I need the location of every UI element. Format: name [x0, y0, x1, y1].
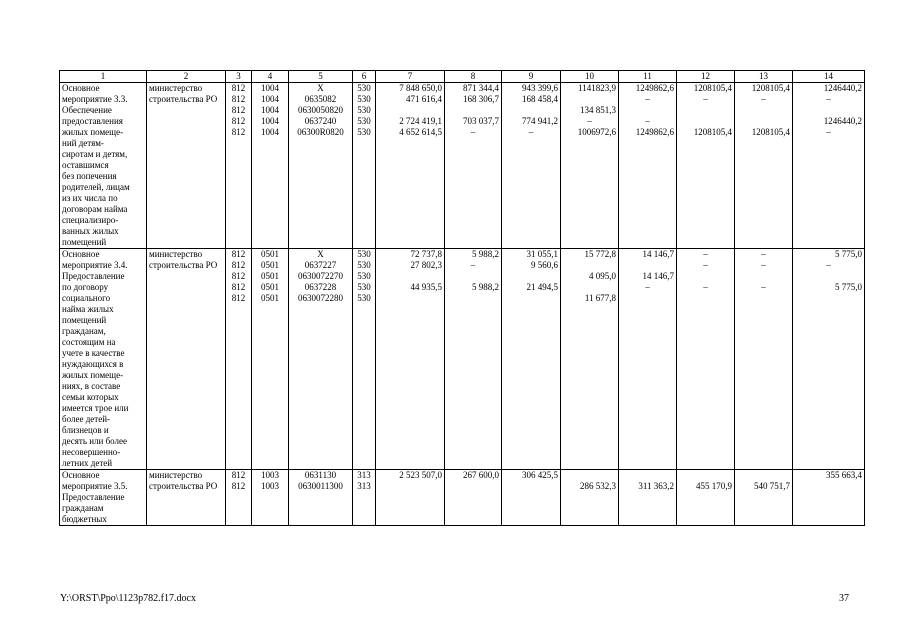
header-cell: 7 [376, 71, 445, 83]
amount-value [795, 293, 862, 304]
section-code-cell [252, 83, 289, 249]
header-cell: 12 [677, 71, 735, 83]
grbs-code: 812 [231, 94, 246, 104]
amount-cell [677, 83, 735, 249]
expense-type-code-cell [353, 470, 376, 526]
amount-value: 168 458,4 [522, 94, 558, 104]
amount-value [795, 481, 862, 492]
amount-value [737, 470, 790, 481]
amount-value: – [703, 282, 708, 292]
header-cell: 4 [252, 71, 289, 83]
amount-value: – [703, 94, 708, 104]
responsible-executor [147, 249, 226, 470]
amount-cell [561, 249, 619, 470]
amount-value [378, 271, 442, 282]
amount-value: – [470, 260, 476, 270]
header-cell: 2 [147, 71, 226, 83]
target-article-code-cell [289, 83, 353, 249]
responsible-executor [147, 83, 226, 249]
amount-value: 7 848 650,0 [399, 83, 442, 93]
amount-value [563, 260, 616, 271]
description-line: гражданам, [62, 326, 106, 336]
amount-value: 9 560,6 [531, 260, 558, 270]
amount-value [447, 293, 499, 304]
amount-cell [619, 470, 677, 526]
amount-cell [502, 470, 561, 526]
description-line: десять или более [62, 436, 128, 446]
amount-value: – [826, 260, 831, 270]
executor-line: строительства РО [149, 94, 218, 104]
amount-value: 1006972,6 [577, 127, 616, 137]
amount-value: – [703, 249, 708, 259]
amount-value: 27 802,3 [410, 260, 442, 270]
header-cell: 9 [502, 71, 561, 83]
description-line: Основное [62, 83, 100, 93]
executor-line: строительства РО [149, 260, 218, 270]
description-line: бюджетных [62, 514, 107, 524]
description-line: ниях, в составе [62, 381, 121, 391]
target-article-code: 0630072270 [298, 271, 343, 281]
amount-value: – [826, 94, 831, 104]
amount-value [504, 271, 558, 282]
description-line: мероприятие 3.5. [62, 481, 128, 491]
target-article-code-cell [289, 470, 353, 526]
amount-cell [376, 470, 445, 526]
header-cell: 3 [226, 71, 252, 83]
amount-value [679, 293, 732, 304]
grbs-code: 812 [231, 470, 246, 480]
amount-value: 1249862,6 [635, 127, 674, 137]
amount-value: 455 170,9 [696, 481, 732, 491]
target-article-code: X [317, 83, 324, 93]
section-code-cell [252, 470, 289, 526]
amount-value [504, 481, 558, 492]
description-line: найма жилых [62, 304, 114, 314]
section-code: 1004 [261, 94, 279, 104]
activity-description [60, 249, 147, 470]
amount-value: 471 616,4 [406, 94, 442, 104]
description-line: Предоставление [62, 492, 125, 502]
description-line: жилых помеще- [62, 370, 124, 380]
executor-line: министерство [149, 470, 203, 480]
description-line: сиротам и детям, [62, 149, 128, 159]
expense-type-code-cell [353, 249, 376, 470]
header-cell: 5 [289, 71, 353, 83]
description-line: Обеспечение [62, 105, 112, 115]
amount-value: – [761, 249, 766, 259]
amount-cell [793, 83, 865, 249]
amount-value: 5 775,0 [835, 249, 862, 259]
expense-type-code: 530 [357, 271, 371, 281]
section-code: 0501 [261, 249, 279, 259]
section-code: 0501 [261, 271, 279, 281]
amount-cell [445, 470, 502, 526]
amount-cell [445, 249, 502, 470]
amount-value [737, 116, 790, 127]
amount-value: 1208105,4 [693, 127, 732, 137]
grbs-code: 812 [231, 282, 246, 292]
description-line: помещений [62, 315, 107, 325]
amount-value [504, 293, 558, 304]
target-article-code: 0637227 [304, 260, 337, 270]
description-line: предоставления [62, 116, 123, 126]
grbs-code-cell [226, 249, 252, 470]
amount-cell [376, 249, 445, 470]
amount-value [679, 271, 732, 282]
description-line: семьи которых [62, 392, 119, 402]
amount-value: 72 737,8 [410, 249, 442, 259]
section-code: 1004 [261, 116, 279, 126]
description-line: учете в качестве [62, 348, 125, 358]
expense-type-code: 530 [357, 282, 371, 292]
description-line: родителей, лицам [62, 182, 130, 192]
amount-value [621, 105, 674, 116]
amount-value: 4 652 614,5 [399, 127, 442, 137]
description-line: мероприятие 3.4. [62, 260, 128, 270]
target-article-code: 0631130 [304, 470, 337, 480]
amount-value: – [528, 127, 534, 137]
amount-value [795, 271, 862, 282]
description-line: состоящим на [62, 337, 116, 347]
amount-value: – [470, 127, 476, 137]
amount-value: 15 772,8 [584, 249, 616, 259]
amount-cell [445, 83, 502, 249]
amount-value [378, 293, 442, 304]
grbs-code: 812 [231, 481, 246, 491]
amount-value: – [587, 116, 592, 126]
amount-value [679, 105, 732, 116]
grbs-code: 812 [231, 249, 246, 259]
amount-cell [561, 470, 619, 526]
amount-value: 871 344,4 [463, 83, 499, 93]
amount-value [563, 94, 616, 105]
expense-type-code-cell [353, 83, 376, 249]
amount-value [563, 470, 616, 481]
amount-value: 14 146,7 [642, 271, 674, 281]
target-article-code: 0637228 [304, 282, 337, 292]
amount-value: 943 399,6 [522, 83, 558, 93]
description-line: нуждающихся в [62, 359, 124, 369]
amount-value: 1249862,6 [635, 83, 674, 93]
amount-value [504, 105, 558, 116]
description-line: специализиро- [62, 215, 119, 225]
amount-value [563, 282, 616, 293]
table-row [60, 249, 865, 470]
grbs-code: 812 [231, 293, 246, 303]
executor-line: министерство [149, 83, 203, 93]
description-line: летних детей [62, 458, 113, 468]
amount-cell [735, 249, 793, 470]
amount-value: 703 037,7 [463, 116, 499, 126]
amount-value: – [826, 127, 831, 137]
description-line: ванных жилых [62, 226, 119, 236]
description-line: Основное [62, 470, 100, 480]
grbs-code: 812 [231, 83, 246, 93]
amount-value: – [703, 260, 708, 270]
amount-cell [561, 83, 619, 249]
amount-value [378, 481, 442, 492]
budget-table [59, 70, 865, 526]
amount-cell [677, 249, 735, 470]
expense-type-code: 530 [357, 127, 371, 137]
header-cell: 6 [353, 71, 376, 83]
expense-type-code: 313 [357, 470, 371, 480]
expense-type-code: 530 [357, 105, 371, 115]
amount-value: 774 941,2 [522, 116, 558, 126]
target-article-code-cell [289, 249, 353, 470]
amount-value: 11 677,8 [584, 293, 616, 303]
grbs-code: 812 [231, 260, 246, 270]
header-cell: 11 [619, 71, 677, 83]
grbs-code: 812 [231, 105, 246, 115]
target-article-code: 0630011300 [298, 481, 343, 491]
description-line: близнецов и [62, 425, 109, 435]
amount-cell [619, 249, 677, 470]
amount-value [447, 271, 499, 282]
amount-cell [619, 83, 677, 249]
amount-value [378, 105, 442, 116]
target-article-code: 0635082 [304, 94, 337, 104]
description-line: мероприятие 3.3. [62, 94, 128, 104]
amount-value [679, 116, 732, 127]
amount-value: 1208105,4 [751, 127, 790, 137]
amount-cell [735, 470, 793, 526]
amount-value: 21 494,5 [526, 282, 558, 292]
activity-description [60, 470, 147, 526]
amount-value: – [645, 94, 650, 104]
description-line: помещений [62, 237, 107, 247]
amount-value: 31 055,1 [526, 249, 558, 259]
footer-file-path: Y:\ORST\Ppo\1123p782.f17.docx [60, 593, 196, 604]
expense-type-code: 313 [357, 481, 371, 491]
header-cell: 14 [793, 71, 865, 83]
section-code: 0501 [261, 260, 279, 270]
amount-value: – [645, 282, 650, 292]
amount-value: 168 306,7 [463, 94, 499, 104]
amount-value: 355 663,4 [826, 470, 862, 480]
section-code: 1004 [261, 83, 279, 93]
table-row [60, 470, 865, 526]
responsible-executor [147, 470, 226, 526]
description-line: Основное [62, 249, 100, 259]
section-code: 1003 [261, 481, 279, 491]
amount-value: 4 095,0 [589, 271, 616, 281]
expense-type-code: 530 [357, 83, 371, 93]
amount-value: 286 532,3 [580, 481, 616, 491]
amount-value: 2 523 507,0 [399, 470, 442, 480]
amount-value: 1246440,2 [823, 116, 862, 126]
amount-value [737, 271, 790, 282]
header-cell: 1 [60, 71, 147, 83]
target-article-code: 0637240 [304, 116, 337, 126]
header-row [60, 71, 865, 83]
grbs-code: 812 [231, 127, 246, 137]
header-cell: 8 [445, 71, 502, 83]
amount-value: – [761, 94, 766, 104]
section-code: 1004 [261, 127, 279, 137]
section-code: 0501 [261, 293, 279, 303]
description-line: социального [62, 293, 111, 303]
amount-value: – [761, 260, 766, 270]
amount-value [795, 105, 862, 116]
activity-description [60, 83, 147, 249]
expense-type-code: 530 [357, 116, 371, 126]
grbs-code-cell [226, 470, 252, 526]
description-line: ний детям- [62, 138, 104, 148]
expense-type-code: 530 [357, 293, 371, 303]
section-code: 1003 [261, 470, 279, 480]
description-line: более детей- [62, 414, 111, 424]
amount-value [737, 105, 790, 116]
description-line: жилых помеще- [62, 127, 124, 137]
amount-value: – [761, 282, 766, 292]
amount-value: 1208105,4 [693, 83, 732, 93]
expense-type-code: 530 [357, 249, 371, 259]
amount-value: 1141823,9 [578, 83, 616, 93]
section-code: 1004 [261, 105, 279, 115]
amount-value: 2 724 419,1 [399, 116, 442, 126]
target-article-code: X [317, 249, 324, 259]
description-line: договорам найма [62, 204, 128, 214]
grbs-code-cell [226, 83, 252, 249]
amount-cell [677, 470, 735, 526]
amount-value: 44 935,5 [410, 282, 442, 292]
amount-value: 1208105,4 [751, 83, 790, 93]
amount-value [621, 470, 674, 481]
section-code-cell [252, 249, 289, 470]
target-article-code: 06300R0820 [297, 127, 344, 137]
description-line: без попечения [62, 171, 117, 181]
amount-value: 5 988,2 [472, 282, 499, 292]
amount-value [621, 293, 674, 304]
amount-value [621, 260, 674, 271]
description-line: из их числа по [62, 193, 118, 203]
grbs-code: 812 [231, 116, 246, 126]
description-line: Предоставление [62, 271, 125, 281]
amount-value: 267 600,0 [463, 470, 499, 480]
page-number: 37 [839, 593, 849, 604]
amount-cell [735, 83, 793, 249]
executor-line: министерство [149, 249, 203, 259]
description-line: несовершенно- [62, 447, 121, 457]
amount-value [447, 481, 499, 492]
expense-type-code: 530 [357, 260, 371, 270]
grbs-code: 812 [231, 271, 246, 281]
section-code: 0501 [261, 282, 279, 292]
amount-value: 306 425,5 [522, 470, 558, 480]
amount-value: 311 363,2 [638, 481, 674, 491]
description-line: оставшимся [62, 160, 109, 170]
amount-value: 14 146,7 [642, 249, 674, 259]
amount-value: 5 775,0 [835, 282, 862, 292]
amount-value [679, 470, 732, 481]
amount-cell [502, 249, 561, 470]
amount-value [447, 105, 499, 116]
target-article-code: 0630050820 [298, 105, 343, 115]
header-cell: 13 [735, 71, 793, 83]
target-article-code: 0630072280 [298, 293, 343, 303]
amount-value: 5 988,2 [472, 249, 499, 259]
amount-value: 134 851,3 [580, 105, 616, 115]
executor-line: строительства РО [149, 481, 218, 491]
amount-value [737, 293, 790, 304]
amount-value: 540 751,7 [754, 481, 790, 491]
amount-cell [793, 470, 865, 526]
amount-value: 1246440,2 [823, 83, 862, 93]
description-line: по договору [62, 282, 109, 292]
amount-cell [376, 83, 445, 249]
expense-type-code: 530 [357, 94, 371, 104]
description-line: имеется трое или [62, 403, 129, 413]
amount-cell [793, 249, 865, 470]
amount-cell [502, 83, 561, 249]
description-line: гражданам [62, 503, 104, 513]
table-row [60, 83, 865, 249]
amount-value: – [645, 116, 650, 126]
header-cell: 10 [561, 71, 619, 83]
